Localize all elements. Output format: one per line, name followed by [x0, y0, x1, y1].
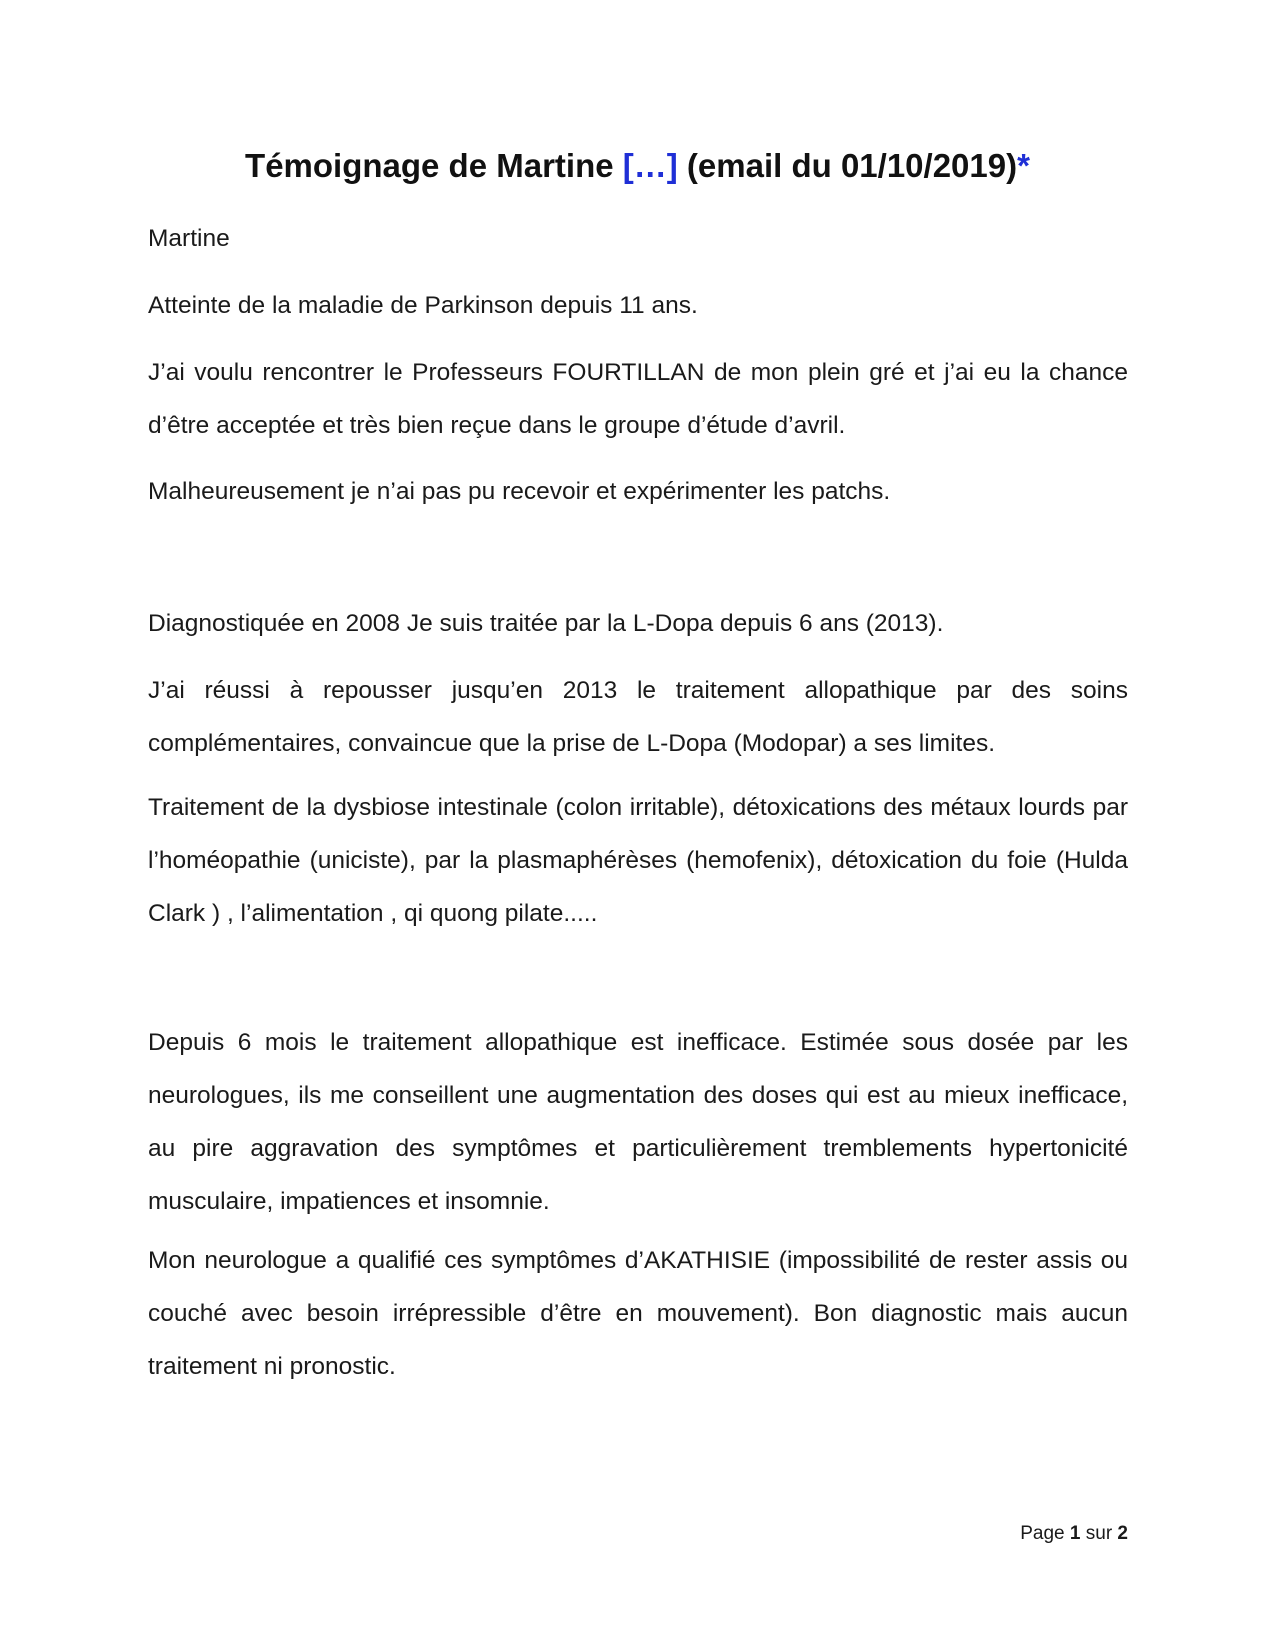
paragraph-inefficacy: [148, 1016, 1128, 1228]
page-number-footer: [1020, 1522, 1128, 1546]
title-ellipsis: […]: [622, 147, 678, 184]
current-page-number: 1: [1069, 1523, 1081, 1544]
paragraph: J’ai réussi à repousser jusqu’en 2013 le traitement allopathique par des soins complémentaires, convaincue que la prise de L-Dopa (Modopar) a ses limites.: [148, 677, 1128, 757]
paragraph-treatments: [148, 781, 1128, 940]
title-asterisk: *: [1017, 147, 1030, 184]
paragraph-meeting: [148, 346, 1128, 452]
paragraph: Mon neurologue a qualifié ces symptômes d’AKATHISIE (impossibilité de rester assis ou couché avec besoin irrépressible d’être en mouvement). Bon diagnostic mais aucun traitement ni pronostic.: [148, 1247, 1128, 1380]
paragraph: Atteinte de la maladie de Parkinson depuis 11 ans.: [148, 292, 698, 319]
paragraph: Martine: [148, 225, 230, 252]
paragraph: J’ai voulu rencontrer le Professeurs FOURTILLAN de mon plein gré et j’ai eu la chance d’être acceptée et très bien reçue dans le groupe d’étude d’avril.: [148, 359, 1128, 439]
paragraph: Malheureusement je n’ai pas pu recevoir et expérimenter les patchs.: [148, 478, 891, 505]
paragraph-diagnosis: [148, 279, 1128, 332]
paragraph: Depuis 6 mois le traitement allopathique est inefficace. Estimée sous dosée par les neurologues, ils me conseillent une augmentation des doses qui est au mieux inefficace, au pire aggravation des symptômes et particulièrement tremblements hypertonicité musculaire, impatiences et insomnie.: [148, 1029, 1128, 1215]
document-title: [0, 146, 1275, 186]
total-pages: 2: [1117, 1523, 1128, 1544]
paragraph-ldopa: [148, 597, 1128, 650]
paragraph-patchs: [148, 465, 1128, 518]
title-text: Témoignage de Martine: [245, 147, 623, 184]
page-separator: sur: [1080, 1523, 1118, 1544]
paragraph: Diagnostiquée en 2008 Je suis traitée par la L-Dopa depuis 6 ans (2013).: [148, 610, 944, 637]
title-email-date: (email du 01/10/2019): [677, 147, 1018, 184]
paragraph: Traitement de la dysbiose intestinale (colon irritable), détoxications des métaux lourds par l’homéopathie (uniciste), par la plasmaphérèses (hemofenix), détoxication du foie (Hulda Clark ) , l’alimentation , qi quong pilate.....: [148, 794, 1128, 927]
page-label: Page: [1020, 1523, 1070, 1544]
paragraph-akathisie: [148, 1234, 1128, 1393]
paragraph-name: [148, 212, 1128, 265]
paragraph-complementary-care: [148, 664, 1128, 770]
